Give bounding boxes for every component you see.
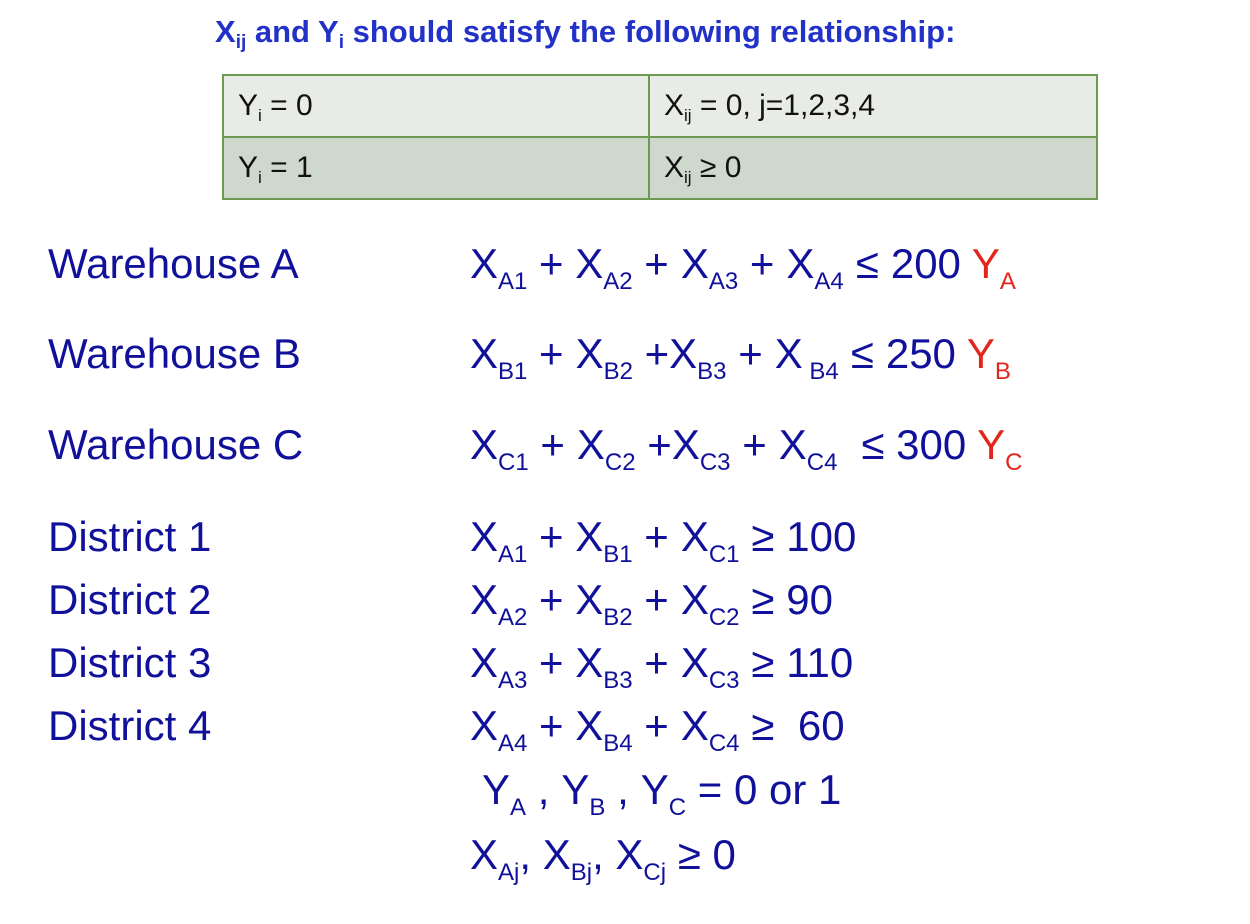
page-title: $X_{ij}$ and $Y_i$ should satisfy the following relationship: — [215, 14, 956, 53]
warehouse-a-label: Warehouse A — [48, 240, 299, 287]
table-cell-y-condition: $Y_i = 1$ — [223, 137, 649, 199]
table-cell-x-condition: $X_{ij} = 0$, j=1,2,3,4 — [649, 75, 1097, 137]
district-4-constraint: $X_{A4} + X_{B4} + X_{C4} \ge 60$ — [470, 702, 845, 757]
table-row — [223, 137, 1097, 199]
warehouse-c-constraint: $X_{C1} + X_{C2} +X_{C3} + X_{C4} \le 300$ $Y_C$ — [470, 421, 1023, 476]
district-1-label: District 1 — [48, 513, 212, 560]
table-cell-y-condition: $Y_i = 0$ — [223, 75, 649, 137]
nonnegativity-constraint: $X_{Aj}$, $X_{Bj}$, $X_{Cj} \ge 0$ — [470, 831, 736, 886]
warehouse-c-label: Warehouse C — [48, 421, 304, 468]
warehouse-b-label: Warehouse B — [48, 330, 301, 377]
table-row — [223, 75, 1097, 137]
relationship-table — [222, 74, 1098, 200]
district-4-label: District 4 — [48, 702, 212, 749]
district-1-constraint: $X_{A1} + X_{B1} + X_{C1} \ge 100$ — [470, 513, 857, 568]
district-2-constraint: $X_{A2} + X_{B2} + X_{C2} \ge 90$ — [470, 576, 833, 631]
table-cell-x-condition: $X_{ij} \ge 0$ — [649, 137, 1097, 199]
district-3-label: District 3 — [48, 639, 212, 686]
district-2-label: District 2 — [48, 576, 212, 623]
warehouse-b-constraint: $X_{B1} + X_{B2} +X_{B3} + X$ $_{B4}$ ≤ 250 $Y_B$ — [470, 330, 1011, 385]
binary-constraint: $Y_A$ , $Y_B$ , $Y_C = 0$ or 1 — [482, 766, 842, 821]
district-3-constraint: $X_{A3} + X_{B3} + X_{C3} \ge 110$ — [470, 639, 854, 694]
warehouse-a-constraint: $X_{A1} + X_{A2} + X_{A3} + X_{A4} \le 200$ $Y_A$ — [470, 240, 1016, 295]
